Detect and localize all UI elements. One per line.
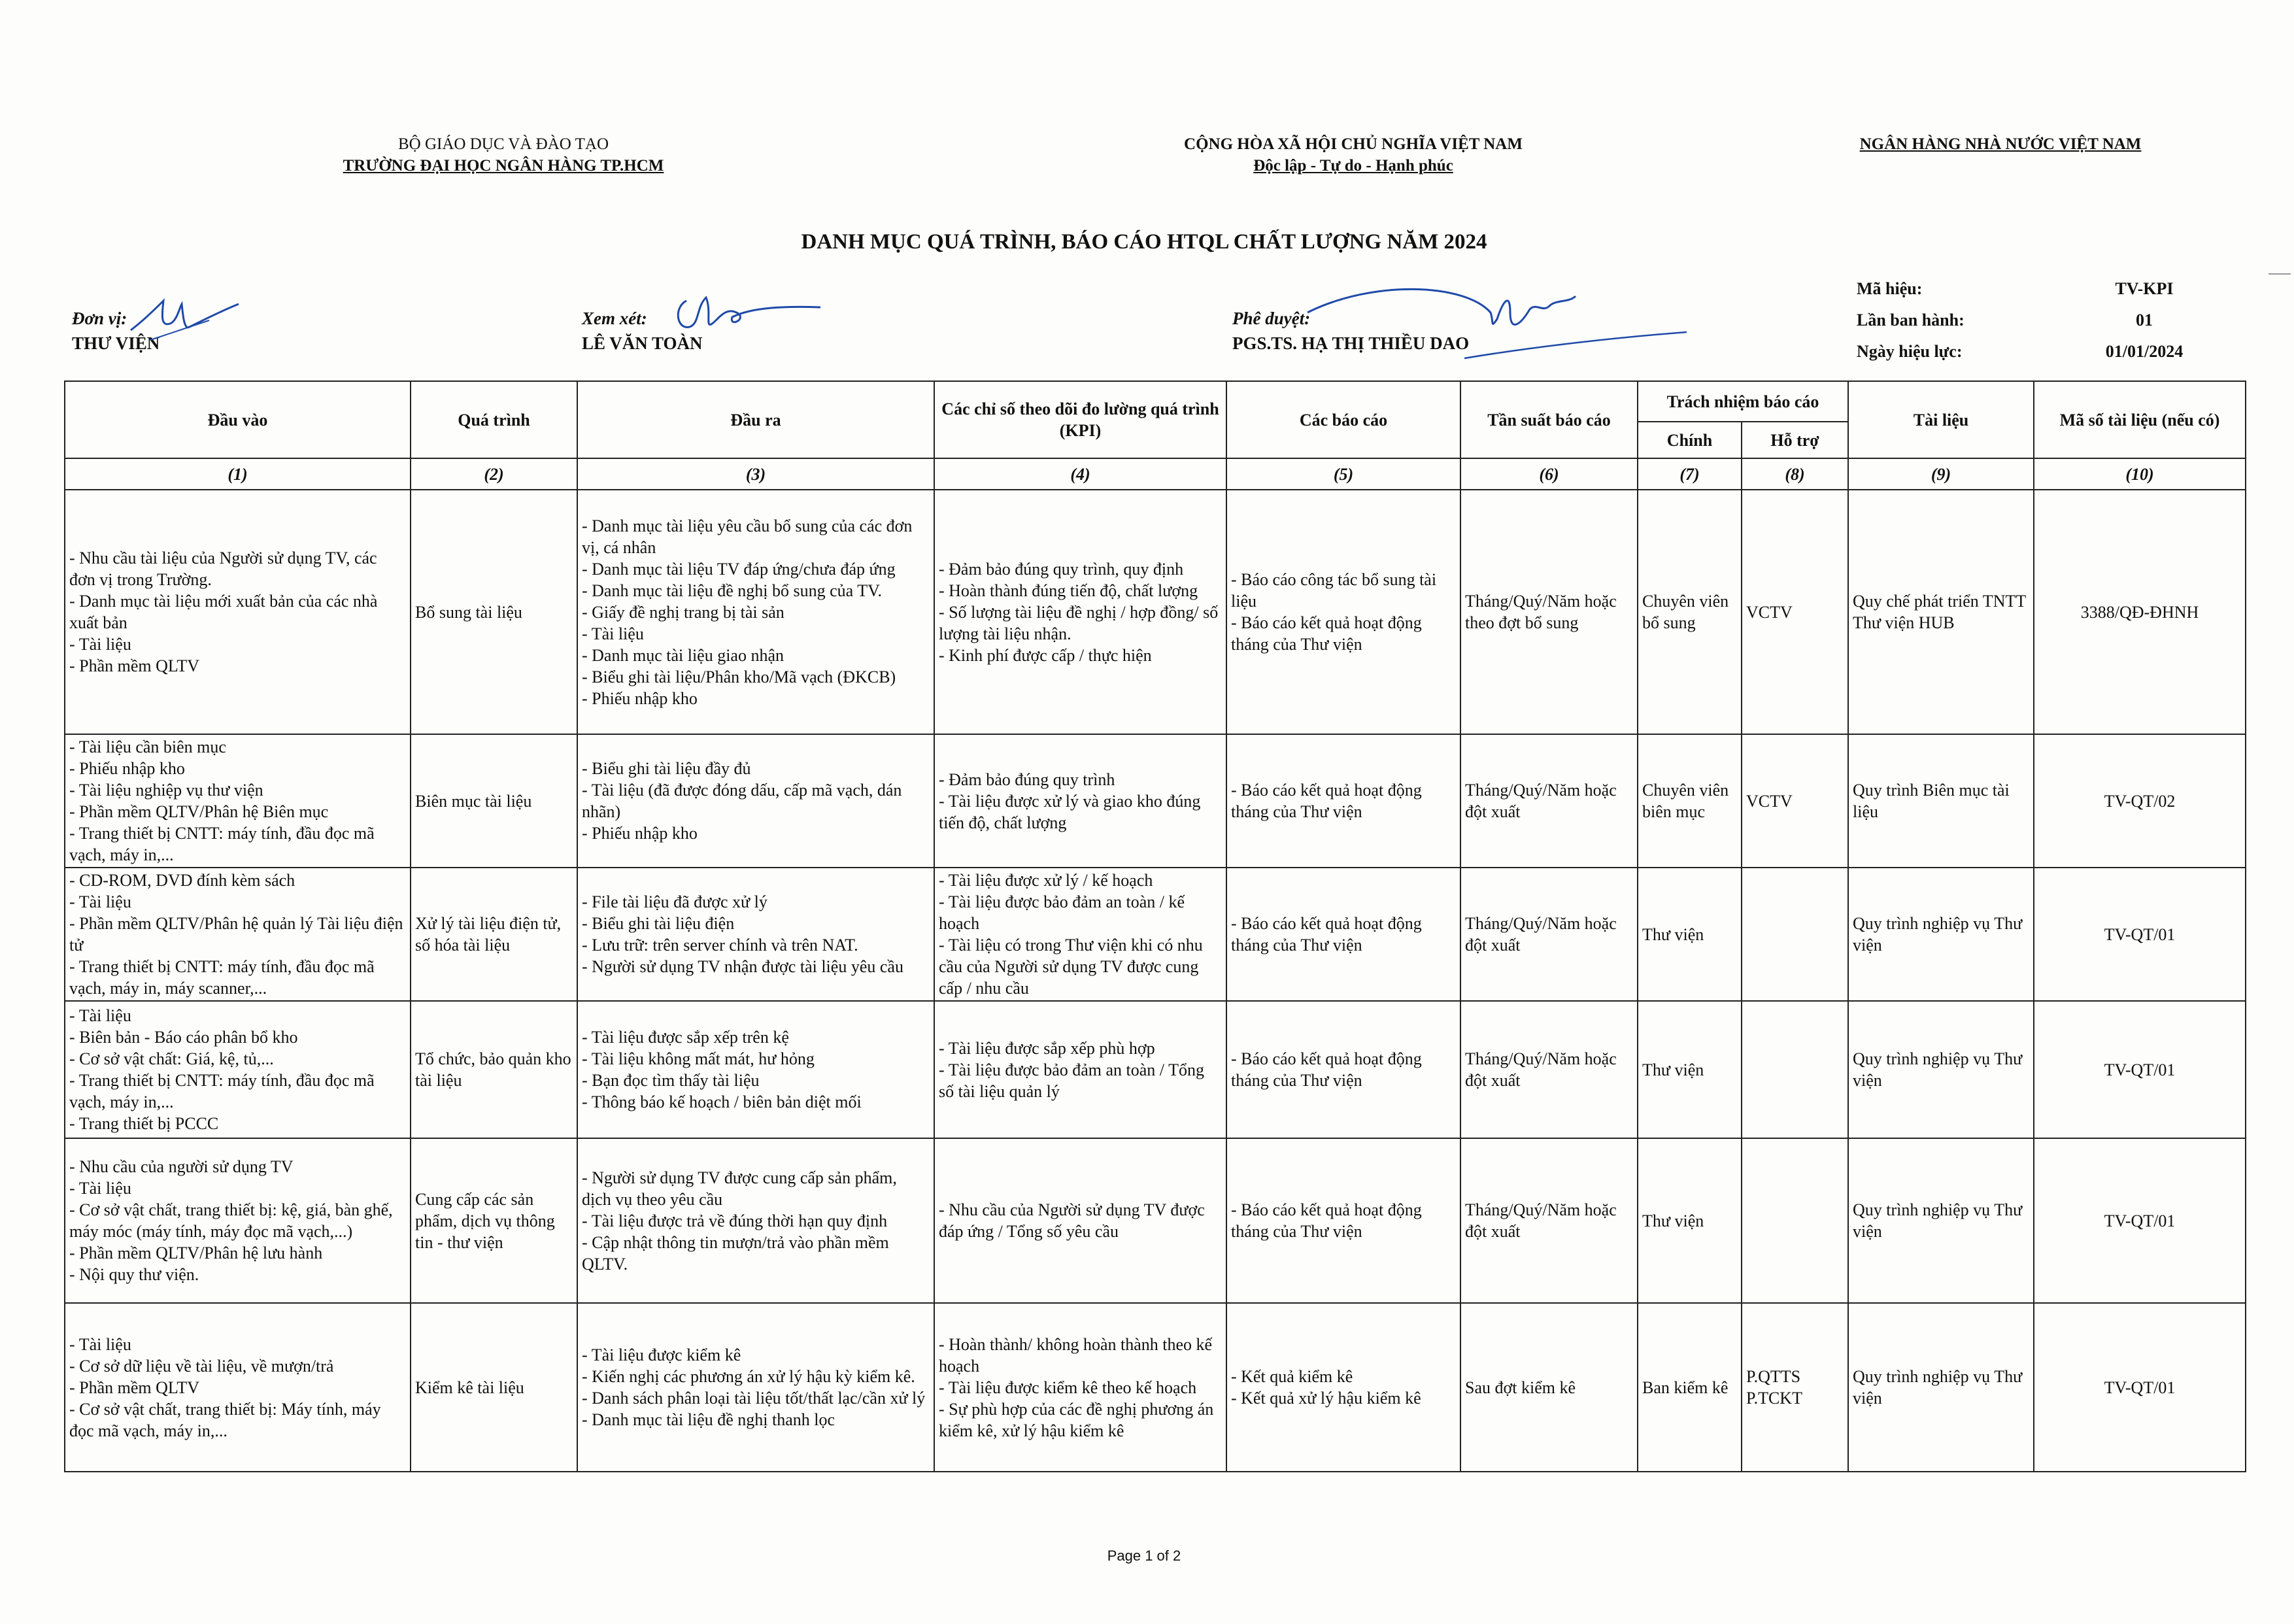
national-motto: Độc lập - Tự do - Hạnh phúc — [1253, 157, 1453, 175]
cell-output — [577, 1138, 934, 1303]
cell-line: - Kết quả kiểm kê — [1231, 1367, 1353, 1386]
cell-input — [65, 490, 411, 734]
kpi-table-body — [65, 458, 2246, 1472]
cell-line: - Trang thiết bị PCCC — [69, 1114, 219, 1133]
cell-line: - Kiến nghị các phương án xử lý hậu kỳ kiểm kê. — [582, 1367, 915, 1386]
cell-line: - CD-ROM, DVD đính kèm sách — [69, 871, 295, 890]
table-row — [65, 1303, 2246, 1472]
ministry-header — [275, 133, 732, 177]
cell-line: - Báo cáo kết quả hoạt động tháng của Thư viện — [1231, 1200, 1422, 1241]
effective-value: 01/01/2024 — [2105, 342, 2184, 361]
reviewer-handwritten-signature — [667, 288, 824, 340]
cell-line: - Biểu ghi tài liệu đầy đủ — [582, 759, 751, 778]
cell-line: - Phiếu nhập kho — [69, 759, 185, 778]
cell-doc-code: TV-QT/01 — [2034, 1303, 2246, 1472]
col-number: (9) — [1848, 458, 2034, 490]
cell-input — [65, 734, 411, 868]
cell-input — [65, 1303, 411, 1472]
cell-line: - Tài liệu cần biên mục — [69, 737, 226, 756]
cell-line: - Tài liệu được kiểm kê theo kế hoạch — [939, 1378, 1197, 1397]
table-row — [65, 1138, 2246, 1303]
document-title: DANH MỤC QUÁ TRÌNH, BÁO CÁO HTQL CHẤT LƯỢNG NĂM 2024 — [801, 230, 1487, 254]
cell-doc-code: TV-QT/02 — [2034, 734, 2246, 868]
cell-line: - Phiếu nhập kho — [582, 688, 698, 708]
cell-support: P.QTTS P.TCKT — [1742, 1303, 1848, 1472]
cell-line: - Hoàn thành đúng tiến độ, chất lượng — [939, 581, 1198, 600]
cell-reports — [1226, 1138, 1460, 1303]
unit-handwritten-signature — [124, 294, 242, 347]
cell-line: - Tài liệu — [69, 1334, 131, 1354]
cell-line: - Phần mềm QLTV — [69, 1378, 200, 1397]
cell-line: - Cập nhật thông tin mượn/trả vào phần mềm QLTV. — [582, 1232, 889, 1274]
col-header-responsibility: Trách nhiệm báo cáo — [1638, 381, 1848, 422]
cell-main: Chuyên viên bổ sung — [1638, 490, 1742, 734]
cell-line: - Tài liệu — [69, 635, 131, 654]
col-number: (3) — [577, 458, 934, 490]
cell-documents: Quy trình nghiệp vụ Thư viện — [1848, 1001, 2034, 1138]
cell-line: - Danh mục tài liệu giao nhận — [582, 645, 784, 665]
cell-process: Kiểm kê tài liệu — [411, 1303, 577, 1472]
cell-frequency: Tháng/Quý/Năm hoặc theo đợt bổ sung — [1460, 490, 1638, 734]
code-value: TV-KPI — [2115, 279, 2174, 298]
unit-name: THƯ VIỆN — [72, 333, 160, 353]
cell-line: - Trang thiết bị CNTT: máy tính, đầu đọc mã vạch, máy in,... — [69, 1071, 375, 1111]
cell-reports — [1226, 1303, 1460, 1472]
cell-kpi — [934, 868, 1226, 1001]
cell-line: - Tài liệu được sắp xếp trên kệ — [582, 1028, 789, 1047]
cell-main: Thư viện — [1638, 1138, 1742, 1303]
cell-line: - Tài liệu — [69, 1179, 131, 1198]
col-number: (4) — [934, 458, 1226, 490]
cell-doc-code: TV-QT/01 — [2034, 1138, 2246, 1303]
cell-line: - Danh mục tài liệu đề nghị bổ sung của TV. — [582, 581, 883, 600]
cell-support — [1742, 1138, 1848, 1303]
col-number: (5) — [1226, 458, 1460, 490]
cell-main: Ban kiểm kê — [1638, 1303, 1742, 1472]
cell-line: - Nhu cầu của Người sử dụng TV được đáp ứng / Tổng số yêu cầu — [939, 1200, 1205, 1241]
cell-line: - Phần mềm QLTV/Phân hệ Biên mục — [69, 802, 329, 821]
cell-process: Tổ chức, bảo quản kho tài liệu — [411, 1001, 577, 1138]
cell-support — [1742, 1001, 1848, 1138]
cell-line: - Trang thiết bị CNTT: máy tính, đầu đọc mã vạch, máy in,... — [69, 824, 375, 864]
cell-kpi — [934, 734, 1226, 868]
republic-header — [1059, 133, 1647, 177]
table-row — [65, 1001, 2246, 1138]
cell-documents: Quy trình Biên mục tài liệu — [1848, 734, 2034, 868]
cell-line: - Danh mục tài liệu yêu cầu bổ sung của các đơn vị, cá nhân — [582, 516, 913, 557]
cell-line: - Tài liệu được bảo đảm an toàn / kế hoạch — [939, 892, 1185, 933]
cell-line: - Tài liệu được sắp xếp phù hợp — [939, 1038, 1155, 1058]
document-meta — [1857, 273, 2197, 367]
cell-line: - Tài liệu được xử lý và giao kho đúng tiến độ, chất lượng — [939, 791, 1201, 832]
cell-line: - Đảm bảo đúng quy trình, quy định — [939, 559, 1184, 579]
cell-kpi — [934, 1303, 1226, 1472]
col-number: (1) — [65, 458, 411, 490]
cell-kpi — [934, 1001, 1226, 1138]
cell-line: - Tài liệu không mất mát, hư hỏng — [582, 1049, 815, 1068]
cell-line: - Tài liệu — [582, 624, 644, 643]
col-header-support: Hỗ trợ — [1742, 422, 1848, 458]
cell-line: - Phần mềm QLTV — [69, 656, 200, 675]
cell-line: - Lưu trữ: trên server chính và trên NAT. — [582, 936, 858, 955]
cell-frequency: Sau đợt kiểm kê — [1460, 1303, 1638, 1472]
cell-line: - Cơ sở vật chất: Giá, kệ, tủ,... — [69, 1049, 274, 1068]
cell-line: - Báo cáo kết quả hoạt động tháng của Thư viện — [1231, 1049, 1422, 1090]
cell-line: - Danh mục tài liệu TV đáp ứng/chưa đáp ứng — [582, 559, 896, 579]
cell-reports — [1226, 490, 1460, 734]
cell-line: - Danh sách phân loại tài liệu tốt/thất lạc/cần xử lý — [582, 1389, 926, 1408]
cell-line: - Báo cáo kết quả hoạt động tháng của Thư viện — [1231, 914, 1422, 955]
approve-label: Phê duyệt: — [1232, 309, 1311, 328]
col-header-output: Đầu ra — [577, 381, 934, 458]
cell-main: Chuyên viên biên mục — [1638, 734, 1742, 868]
col-header-kpi: Các chỉ số theo dõi đo lường quá trình (KPI) — [934, 381, 1226, 458]
table-row — [65, 868, 2246, 1001]
reviewer-name: LÊ VĂN TOÀN — [582, 333, 703, 353]
cell-line: - Hoàn thành/ không hoàn thành theo kế hoạch — [939, 1334, 1213, 1376]
cell-documents: Quy trình nghiệp vụ Thư viện — [1848, 868, 2034, 1001]
cell-reports — [1226, 1001, 1460, 1138]
cell-frequency: Tháng/Quý/Năm hoặc đột xuất — [1460, 868, 1638, 1001]
cell-documents: Quy trình nghiệp vụ Thư viện — [1848, 1138, 2034, 1303]
cell-line: - Tài liệu — [69, 1006, 131, 1025]
cell-line: - Tài liệu được xử lý / kế hoạch — [939, 871, 1153, 890]
col-header-frequency: Tần suất báo cáo — [1460, 381, 1638, 458]
col-header-main: Chính — [1638, 422, 1742, 458]
scan-edge-mark — [2269, 273, 2291, 275]
cell-line: - Cơ sở dữ liệu về tài liệu, về mượn/trả — [69, 1356, 334, 1376]
cell-process: Biên mục tài liệu — [411, 734, 577, 868]
cell-line: - Cơ sở vật chất, trang thiết bị: Máy tính, máy đọc mã vạch, máy in,... — [69, 1399, 381, 1440]
cell-line: - Danh mục tài liệu mới xuất bản của các nhà xuất bản — [69, 592, 378, 632]
bank-name: NGÂN HÀNG NHÀ NƯỚC VIỆT NAM — [1859, 135, 2142, 153]
cell-line: - Báo cáo kết quả hoạt động tháng của Thư viện — [1231, 781, 1422, 821]
cell-line: - Tài liệu được trả về đúng thời hạn quy định — [582, 1211, 888, 1230]
cell-doc-code: 3388/QĐ-ĐHNH — [2034, 490, 2246, 734]
cell-output — [577, 1303, 934, 1472]
cell-line: - Báo cáo công tác bổ sung tài liệu — [1231, 570, 1437, 611]
cell-process: Cung cấp các sản phẩm, dịch vụ thông tin - thư viện — [411, 1138, 577, 1303]
cell-process: Bổ sung tài liệu — [411, 490, 577, 734]
code-label: Mã hiệu: — [1857, 279, 1923, 298]
university-name: TRƯỜNG ĐẠI HỌC NGÂN HÀNG TP.HCM — [343, 157, 664, 175]
cell-line: - Nội quy thư viện. — [69, 1265, 199, 1284]
cell-support — [1742, 868, 1848, 1001]
cell-frequency: Tháng/Quý/Năm hoặc đột xuất — [1460, 1138, 1638, 1303]
col-header-doc-code: Mã số tài liệu (nếu có) — [2034, 381, 2246, 458]
cell-process: Xử lý tài liệu điện tử, số hóa tài liệu — [411, 868, 577, 1001]
cell-doc-code: TV-QT/01 — [2034, 1001, 2246, 1138]
cell-output — [577, 1001, 934, 1138]
col-header-input: Đầu vào — [65, 381, 411, 458]
cell-support: VCTV — [1742, 734, 1848, 868]
cell-line: - Người sử dụng TV được cung cấp sản phẩm, dịch vụ theo yêu cầu — [582, 1168, 897, 1209]
col-header-reports: Các báo cáo — [1226, 381, 1460, 458]
issue-label: Lần ban hành: — [1857, 311, 1965, 330]
cell-line: - Tài liệu (đã được đóng dấu, cấp mã vạch, dán nhãn) — [582, 781, 902, 821]
table-row — [65, 490, 2246, 734]
cell-line: - Biểu ghi tài liệu điện — [582, 914, 735, 933]
cell-main: Thư viện — [1638, 868, 1742, 1001]
cell-output — [577, 734, 934, 868]
cell-documents: Quy chế phát triển TNTT Thư viện HUB — [1848, 490, 2034, 734]
cell-line: - Thông báo kế hoạch / biên bản diệt mối — [582, 1092, 862, 1111]
cell-line: - Tài liệu được bảo đảm an toàn / Tổng số tài liệu quản lý — [939, 1060, 1204, 1101]
cell-line: - Số lượng tài liệu đề nghị / hợp đồng/ số lượng tài liệu nhận. — [939, 602, 1219, 643]
col-number: (8) — [1742, 458, 1848, 490]
cell-line: - Kinh phí được cấp / thực hiện — [939, 645, 1152, 665]
cell-doc-code: TV-QT/01 — [2034, 868, 2246, 1001]
ministry-name: BỘ GIÁO DỤC VÀ ĐÀO TẠO — [398, 135, 609, 153]
cell-line: - Trang thiết bị CNTT: máy tính, đầu đọc mã vạch, máy in, máy scanner,... — [69, 957, 375, 998]
approver-handwritten-signature — [1294, 273, 1700, 365]
cell-documents: Quy trình nghiệp vụ Thư viện — [1848, 1303, 2034, 1472]
col-header-process: Quá trình — [411, 381, 577, 458]
cell-line: - Sự phù hợp của các đề nghị phương án kiểm kê, xử lý hậu kiểm kê — [939, 1399, 1214, 1440]
cell-line: - Đảm bảo đúng quy trình — [939, 770, 1115, 789]
cell-reports — [1226, 868, 1460, 1001]
cell-line: - File tài liệu đã được xử lý — [582, 892, 767, 911]
cell-line: - Cơ sở vật chất, trang thiết bị: kệ, giá, bàn ghế, máy móc (máy tính, máy đọc mã vạch,...) — [69, 1200, 393, 1241]
cell-line: - Tài liệu có trong Thư viện khi có nhu cầu của Người sử dụng TV được cung cấp / nhu cầu — [939, 936, 1203, 998]
unit-label: Đơn vị: — [72, 309, 127, 328]
cell-output — [577, 490, 934, 734]
table-row — [65, 734, 2246, 868]
cell-line: - Phần mềm QLTV/Phân hệ lưu hành — [69, 1243, 323, 1262]
col-number: (7) — [1638, 458, 1742, 490]
col-number: (2) — [411, 458, 577, 490]
cell-frequency: Tháng/Quý/Năm hoặc đột xuất — [1460, 734, 1638, 868]
cell-line: - Nhu cầu tài liệu của Người sử dụng TV, các đơn vị trong Trường. — [69, 549, 377, 589]
col-number: (6) — [1460, 458, 1638, 490]
cell-line: - Kết quả xử lý hậu kiểm kê — [1231, 1389, 1421, 1408]
cell-input — [65, 1138, 411, 1303]
cell-line: - Bạn đọc tìm thấy tài liệu — [582, 1071, 760, 1090]
approver-name: PGS.TS. HẠ THỊ THIỀU DAO — [1232, 333, 1470, 353]
issue-value: 01 — [2136, 311, 2153, 330]
cell-line: - Tài liệu nghiệp vụ thư viện — [69, 781, 263, 800]
cell-line: - Danh mục tài liệu đề nghị thanh lọc — [582, 1410, 835, 1429]
cell-line: - Biểu ghi tài liệu/Phân kho/Mã vạch (ĐKCB) — [582, 667, 896, 686]
cell-input — [65, 1001, 411, 1138]
col-number: (10) — [2034, 458, 2246, 490]
republic-name: CỘNG HÒA XÃ HỘI CHỦ NGHĨA VIỆT NAM — [1184, 135, 1523, 153]
column-number-row — [65, 458, 2246, 490]
cell-frequency: Tháng/Quý/Năm hoặc đột xuất — [1460, 1001, 1638, 1138]
cell-input — [65, 868, 411, 1001]
cell-kpi — [934, 1138, 1226, 1303]
review-label: Xem xét: — [582, 309, 647, 328]
page-number: Page 1 of 2 — [1107, 1548, 1181, 1564]
cell-line: - Phần mềm QLTV/Phân hệ quản lý Tài liệu điện tử — [69, 914, 403, 955]
cell-kpi — [934, 490, 1226, 734]
cell-line: - Tài liệu được kiểm kê — [582, 1345, 741, 1364]
cell-output — [577, 868, 934, 1001]
cell-support: VCTV — [1742, 490, 1848, 734]
cell-line: - Nhu cầu của người sử dụng TV — [69, 1157, 294, 1176]
cell-reports — [1226, 734, 1460, 868]
cell-main: Thư viện — [1638, 1001, 1742, 1138]
col-header-documents: Tài liệu — [1848, 381, 2034, 458]
kpi-table — [64, 381, 2246, 1472]
cell-line: - Người sử dụng TV nhận được tài liệu yêu cầu — [582, 957, 903, 976]
cell-line: - Giấy đề nghị trang bị tài sản — [582, 602, 784, 622]
cell-line: - Phiếu nhập kho — [582, 824, 698, 843]
effective-label: Ngày hiệu lực: — [1857, 342, 1963, 361]
cell-line: - Báo cáo kết quả hoạt động tháng của Thư viện — [1231, 613, 1422, 654]
cell-line: - Biên bản - Báo cáo phân bổ kho — [69, 1028, 298, 1047]
cell-line: - Tài liệu — [69, 892, 131, 911]
